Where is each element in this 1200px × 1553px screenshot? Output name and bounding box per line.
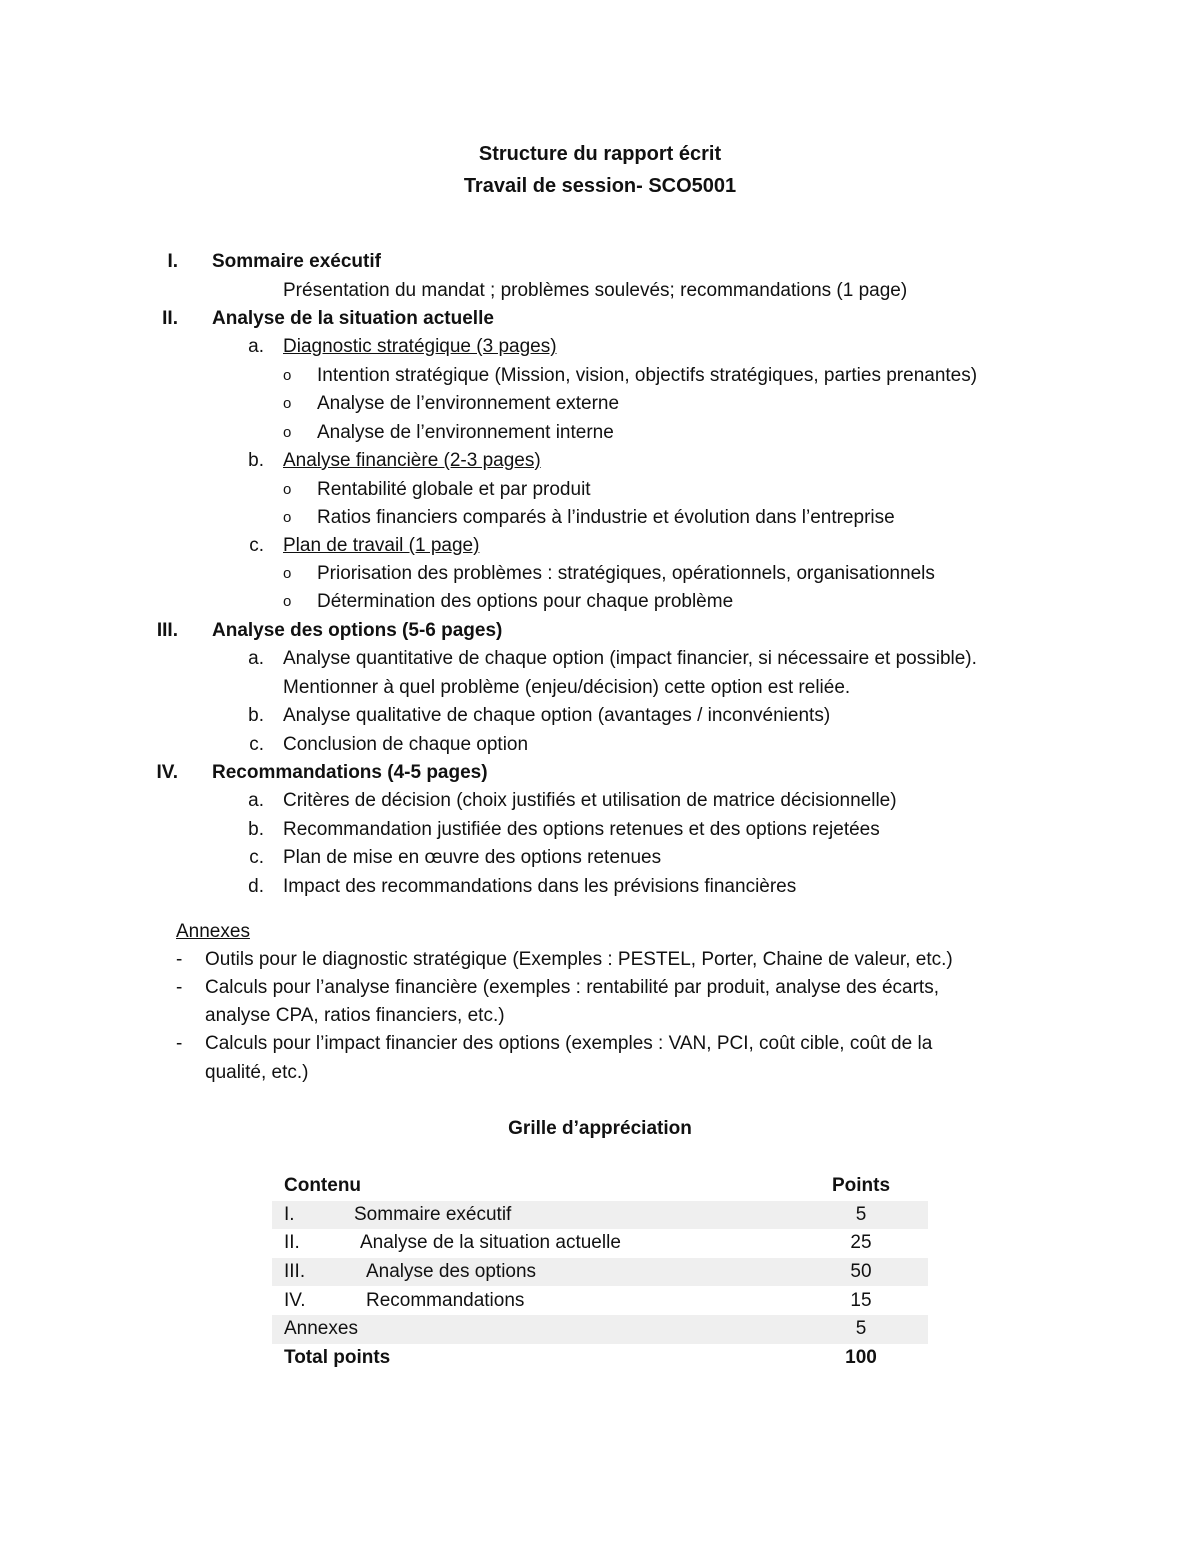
row-numeral: III. bbox=[284, 1261, 306, 1283]
item-label: Plan de travail (1 page) bbox=[283, 535, 480, 556]
item-letter: c. bbox=[249, 734, 264, 755]
item-text: Recommandation justifiée des options retenues et des options rejetées bbox=[283, 819, 880, 840]
table-header-row bbox=[272, 1172, 928, 1201]
item-letter: a. bbox=[248, 790, 264, 811]
bullet-text: Rentabilité globale et par produit bbox=[317, 479, 591, 500]
item-letter: d. bbox=[248, 876, 264, 897]
bullet-circle-icon: o bbox=[283, 593, 292, 610]
row-numeral: II. bbox=[284, 1232, 300, 1254]
section-numeral: II. bbox=[162, 308, 178, 329]
dash-bullet-icon: - bbox=[176, 1033, 183, 1054]
item-letter: b. bbox=[248, 819, 264, 840]
section-1-text: Présentation du mandat ; problèmes soulevés; recommandations (1 page) bbox=[283, 280, 908, 301]
row-content bbox=[272, 1229, 794, 1258]
row-label: Analyse des options bbox=[366, 1261, 537, 1283]
dash-bullet-icon: - bbox=[176, 977, 183, 998]
item-letter: c. bbox=[249, 847, 264, 868]
item-text: Analyse quantitative de chaque option (impact financier, si nécessaire et possible). bbox=[283, 648, 977, 669]
dash-bullet-icon: - bbox=[176, 949, 183, 970]
grille-title: Grille d’appréciation bbox=[508, 1118, 692, 1139]
bullet-circle-icon: o bbox=[283, 367, 292, 384]
row-points: 25 bbox=[850, 1232, 872, 1254]
item-letter: b. bbox=[248, 705, 264, 726]
row-label: Sommaire exécutif bbox=[354, 1203, 512, 1225]
bullet-text: Analyse de l’environnement externe bbox=[317, 393, 620, 414]
table-total-row bbox=[272, 1344, 928, 1373]
row-points: 15 bbox=[850, 1289, 872, 1311]
bullet-text: Ratios financiers comparés à l’industrie et évolution dans l’entreprise bbox=[317, 507, 895, 528]
section-title: Sommaire exécutif bbox=[212, 251, 381, 272]
document-title: Structure du rapport écrit bbox=[478, 143, 722, 165]
annex-text: Calculs pour l’impact financier des options (exemples : VAN, PCI, coût cible, coût de la bbox=[205, 1033, 933, 1054]
item-text: Critères de décision (choix justifiés et utilisation de matrice décisionnelle) bbox=[283, 790, 897, 811]
annex-text: Outils pour le diagnostic stratégique (Exemples : PESTEL, Porter, Chaine de valeur, etc.) bbox=[205, 949, 953, 970]
bullet-text: Intention stratégique (Mission, vision, objectifs stratégiques, parties prenantes) bbox=[317, 365, 978, 386]
annex-text-continuation: qualité, etc.) bbox=[205, 1062, 309, 1083]
table-row bbox=[272, 1229, 928, 1258]
item-letter: a. bbox=[248, 648, 264, 669]
bullet-text: Détermination des options pour chaque problème bbox=[317, 591, 734, 612]
annex-text: Calculs pour l’analyse financière (exemples : rentabilité par produit, analyse des écarts, bbox=[205, 977, 939, 998]
bullet-text: Priorisation des problèmes : stratégiques, opérationnels, organisationnels bbox=[317, 563, 935, 584]
bullet-circle-icon: o bbox=[283, 565, 292, 582]
item-label: Diagnostic stratégique (3 pages) bbox=[283, 336, 557, 357]
bullet-circle-icon: o bbox=[283, 424, 292, 441]
row-content bbox=[272, 1258, 794, 1287]
row-numeral: I. bbox=[284, 1203, 295, 1225]
row-label: Analyse de la situation actuelle bbox=[360, 1232, 621, 1254]
document-subtitle: Travail de session- SCO5001 bbox=[463, 175, 737, 197]
table-row bbox=[272, 1286, 928, 1315]
annex-text-continuation: analyse CPA, ratios financiers, etc.) bbox=[205, 1005, 505, 1026]
item-letter: b. bbox=[248, 450, 264, 471]
row-label: Annexes bbox=[284, 1318, 358, 1340]
section-numeral: III. bbox=[156, 620, 178, 641]
bullet-circle-icon: o bbox=[283, 395, 292, 412]
item-text: Impact des recommandations dans les prévisions financières bbox=[283, 876, 797, 897]
bullet-circle-icon: o bbox=[283, 509, 292, 526]
total-points: 100 bbox=[845, 1346, 877, 1368]
section-title: Recommandations (4-5 pages) bbox=[212, 762, 488, 783]
section-numeral: IV. bbox=[156, 762, 178, 783]
table-row bbox=[272, 1258, 928, 1287]
column-header-content: Contenu bbox=[284, 1175, 362, 1197]
row-label: Recommandations bbox=[366, 1289, 525, 1311]
item-letter: c. bbox=[249, 535, 264, 556]
row-numeral: IV. bbox=[284, 1289, 306, 1311]
table-row bbox=[272, 1315, 928, 1344]
bullet-circle-icon: o bbox=[283, 481, 292, 498]
row-points: 5 bbox=[794, 1315, 928, 1344]
grille-table bbox=[272, 1172, 928, 1372]
section-title: Analyse des options (5-6 pages) bbox=[212, 620, 503, 641]
item-text-continuation: Mentionner à quel problème (enjeu/décision) cette option est reliée. bbox=[283, 677, 851, 698]
item-text: Plan de mise en œuvre des options retenues bbox=[283, 847, 662, 868]
item-text: Conclusion de chaque option bbox=[283, 734, 529, 755]
section-title: Analyse de la situation actuelle bbox=[212, 308, 494, 329]
row-points: 5 bbox=[794, 1201, 928, 1230]
bullet-text: Analyse de l’environnement interne bbox=[317, 422, 614, 443]
total-label: Total points bbox=[284, 1346, 391, 1368]
item-label: Analyse financière (2-3 pages) bbox=[283, 450, 541, 471]
annexes-heading: Annexes bbox=[176, 921, 250, 942]
row-content bbox=[272, 1201, 794, 1230]
row-content bbox=[272, 1315, 794, 1344]
row-content bbox=[272, 1286, 794, 1315]
table-row bbox=[272, 1201, 928, 1230]
section-numeral: I. bbox=[167, 251, 178, 272]
column-header-points: Points bbox=[831, 1175, 891, 1197]
item-text: Analyse qualitative de chaque option (avantages / inconvénients) bbox=[283, 705, 831, 726]
row-points: 50 bbox=[794, 1258, 928, 1287]
item-letter: a. bbox=[248, 336, 264, 357]
